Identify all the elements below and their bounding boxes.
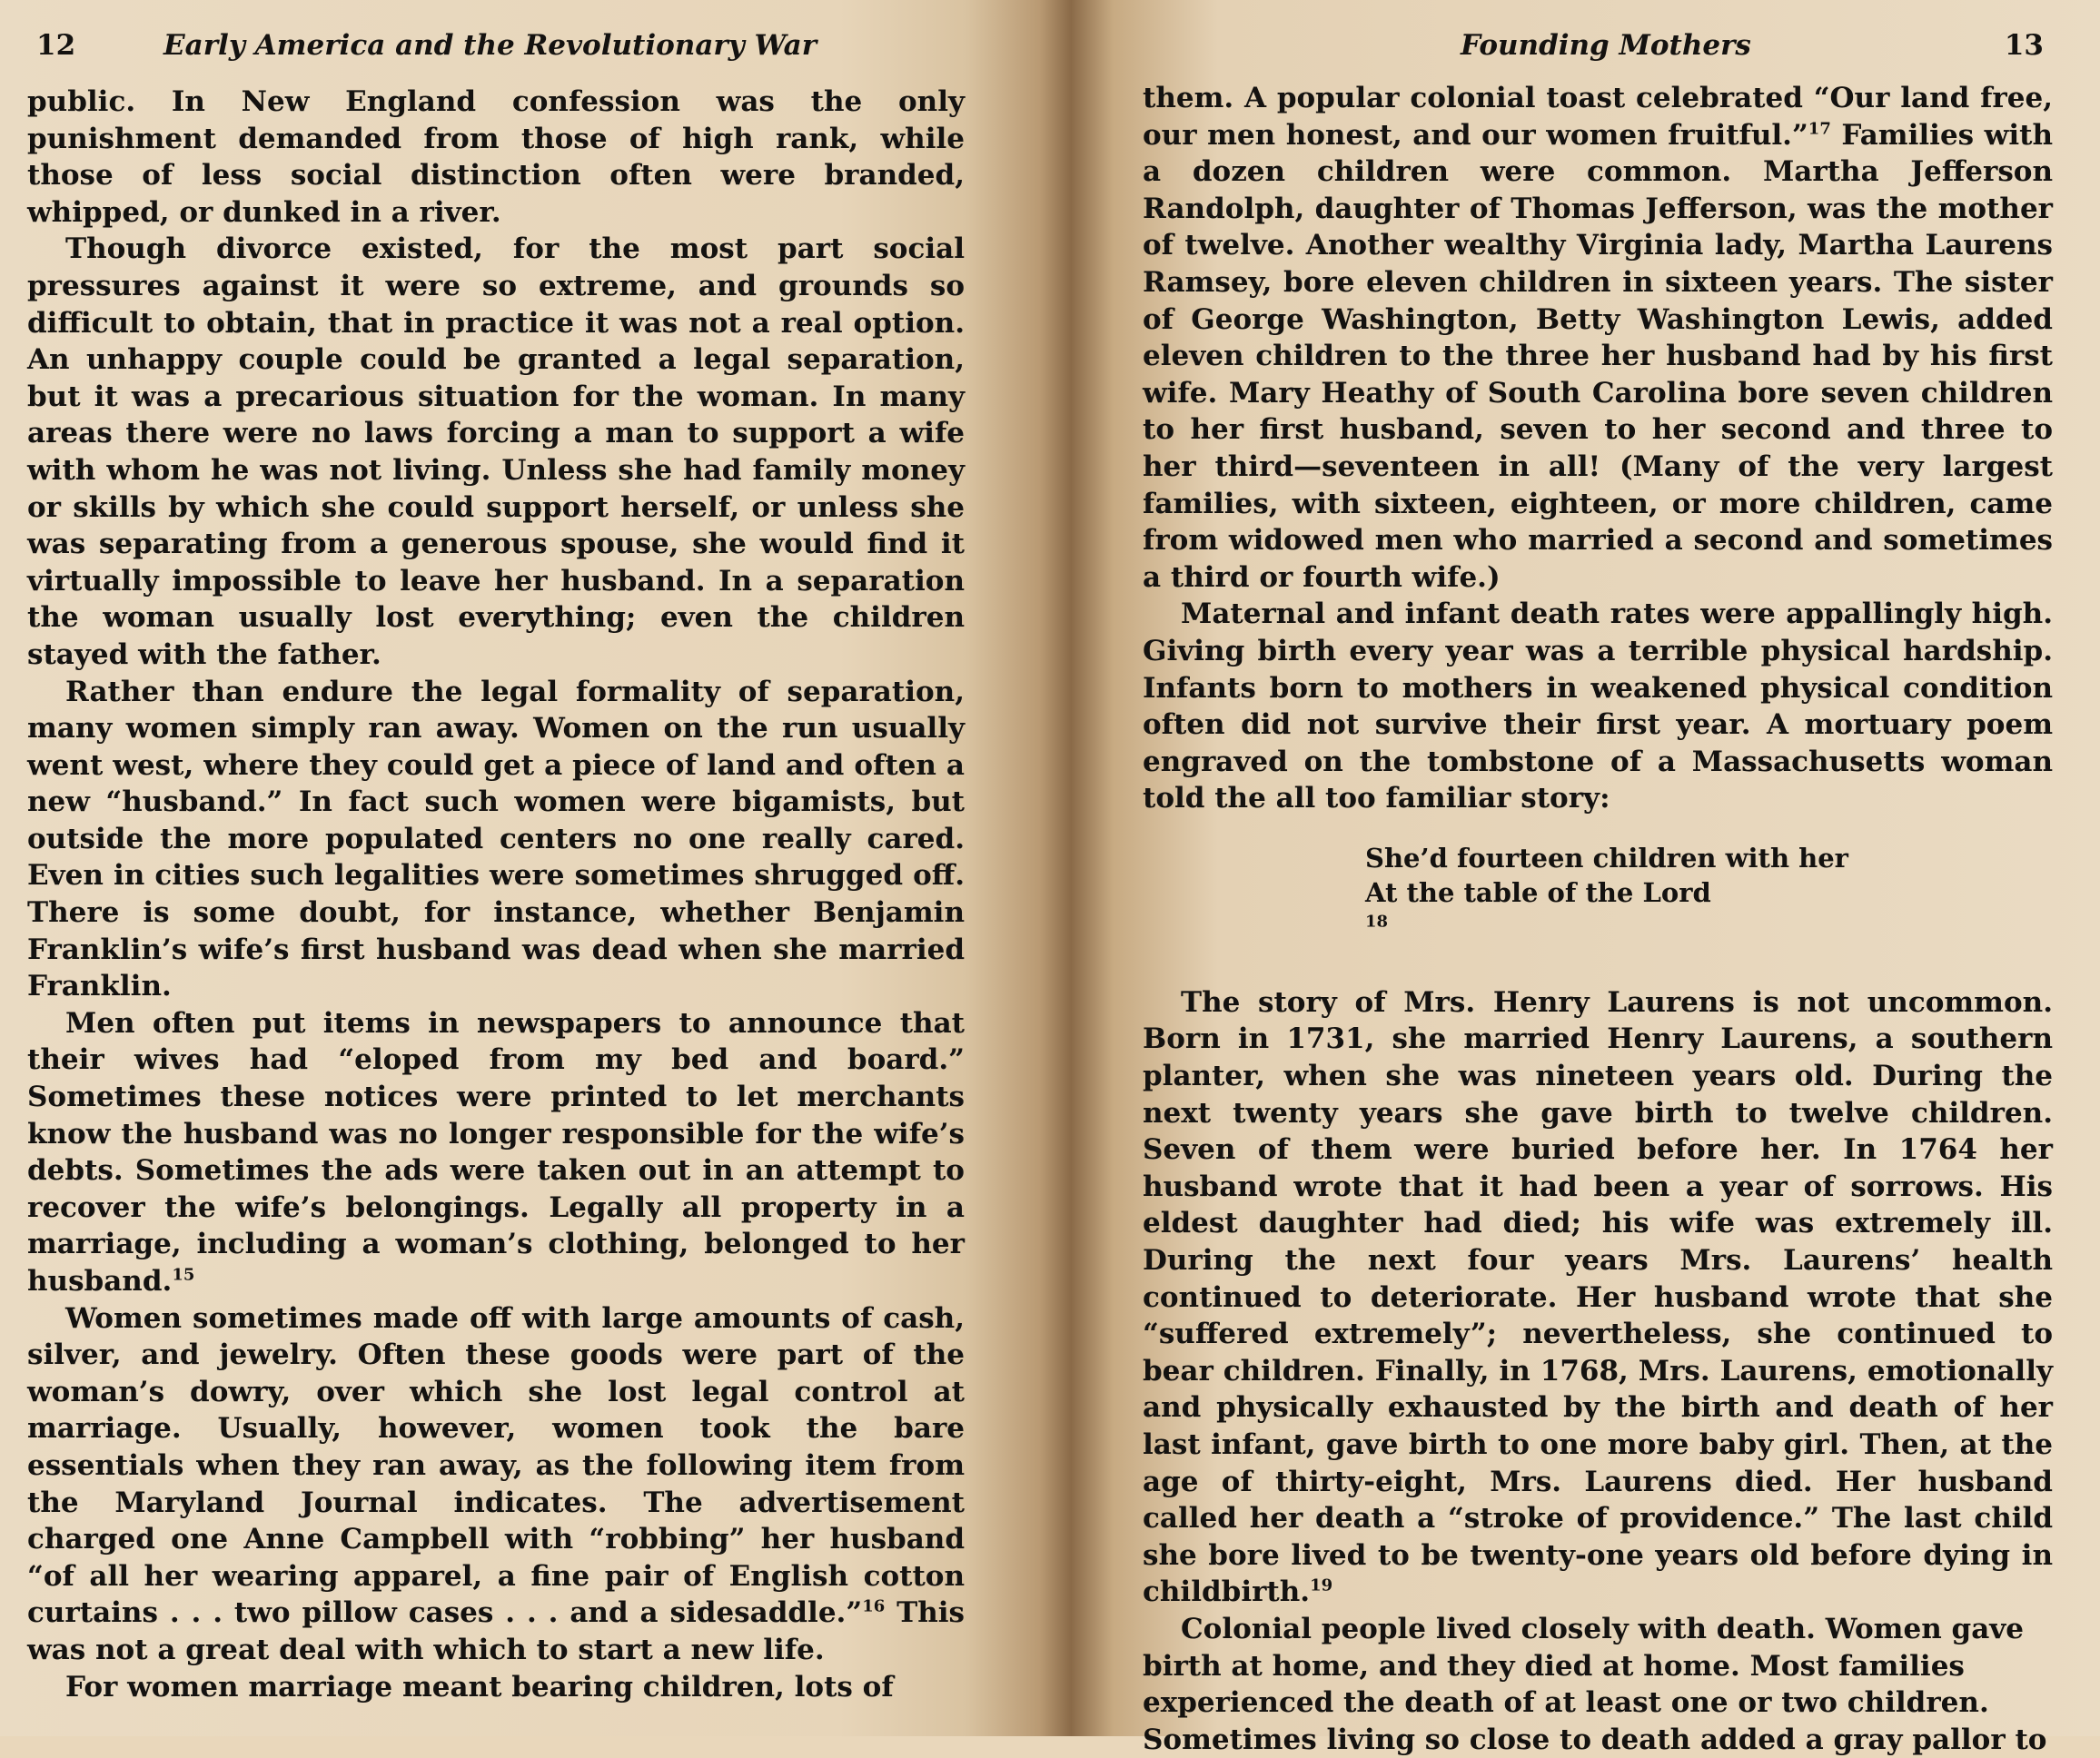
- paragraph-text: Men often put items in newspapers to announce that their wives had “eloped from my bed and board.” Sometimes these notices were printed to let merchants know the husband was no longer responsible for the wife’s debts. Sometimes the ads were taken out in an attempt to recover the wife’s belongings. Legally all property in a marriage, including a woman’s clothing, belonged to her husband.: [27, 1006, 965, 1298]
- footnote-marker: 16: [862, 1597, 886, 1617]
- paragraph: [1143, 80, 2053, 596]
- paragraph-text: Maternal and infant death rates were appallingly high. Giving birth every year was a terrible physical hardship. Infants born to mothers in weakened physical condition often did not survive their first year. A mortuary poem engraved on the tombstone of a Massachusetts woman told the all too familiar story:: [1143, 598, 2053, 815]
- paragraph-text: Families with a dozen children were common. Martha Jefferson Randolph, daughter of Thomas Jefferson, was the mother of twelve. Another wealthy Virginia lady, Martha Laurens Ramsey, bore eleven children in sixteen years. The sister of George Washington, Betty Washington Lewis, added eleven children to the three her husband had by his first wife. Mary Heathy of South Carolina bore seven children to her first husband, seven to her second and three to her third—seventeen in all! (Many of the very largest families, with sixteen, eighteen, or more children, came from widowed men who married a second and sometimes a third or fourth wife.): [1143, 118, 2053, 594]
- right-page: [1143, 0, 2053, 1756]
- poem-line-text: At the table of the Lord: [1365, 876, 1711, 908]
- paragraph: [27, 84, 965, 231]
- footnote-marker: 19: [1310, 1576, 1333, 1596]
- paragraph-text: Colonial people lived closely with death. Women gave birth at home, and they died at home. Most families experienced the death of at least one or two children. Sometimes living so close to death added a gray pallor to: [1143, 1612, 2047, 1756]
- right-page-header: [1143, 29, 2053, 84]
- paragraph-text: Women sometimes made off with large amounts of cash, silver, and jewelry. Often these goods were part of the woman’s dowry, over which she lost legal control at marriage. Usually, however, women took the bare essentials when they ran away, as the following item from the Maryland Journal indicates. The advertisement charged one Anne Campbell with “robbing” her husband “of all her wearing apparel, a fine pair of English cotton curtains . . . two pillow cases . . . and a sidesaddle.”: [27, 1301, 965, 1630]
- left-page: [27, 0, 965, 1736]
- paragraph-text: Though divorce existed, for the most part social pressures against it were so extreme, and grounds so difficult to obtain, that in practice it was not a real option. An unhappy couple could be granted a legal separation, but it was a precarious situation for the woman. In many areas there were no laws forcing a man to support a wife with whom he was not living. Unless she had family money or skills by which she could support herself, or unless she was separating from a generous spouse, she would find it virtually impossible to leave her husband. In a separation the woman usually lost everything; even the children stayed with the father.: [27, 232, 965, 671]
- left-page-body: [27, 84, 965, 1705]
- paragraph: [27, 1005, 965, 1300]
- paragraph-text: them. A popular colonial toast celebrated “Our land free, our men honest, and our women fruitful.”: [1143, 82, 2053, 152]
- page-number: 13: [2004, 29, 2044, 62]
- left-page-header: [27, 29, 965, 84]
- paragraph: [27, 1669, 965, 1706]
- poem-line: [1365, 875, 2053, 944]
- paragraph-text: Rather than endure the legal formality of separation, many women simply ran away. Women on the run usually went west, where they could get a piece of land and often a new “husband.” In fact such women were bigamists, but outside the more populated centers no one really cared. Even in cities such legalities were sometimes shrugged off. There is some doubt, for instance, whether Benjamin Franklin’s wife’s first husband was dead when she married Franklin.: [27, 675, 965, 1003]
- running-title: Early America and the Revolutionary War: [163, 29, 817, 62]
- page-number: 12: [36, 29, 76, 62]
- running-title: Founding Mothers: [1461, 29, 1751, 62]
- paragraph: [27, 1300, 965, 1669]
- paragraph: [27, 231, 965, 673]
- paragraph: [27, 674, 965, 1005]
- paragraph: [1143, 984, 2053, 1611]
- poem-quote: [1365, 841, 2053, 944]
- paragraph-text: The story of Mrs. Henry Laurens is not uncommon. Born in 1731, she married Henry Laurens, a southern planter, when she was nineteen years old. During the next twenty years she gave birth to twelve children. Seven of them were buried before her. In 1764 her husband wrote that it had been a year of sorrows. His eldest daughter had died; his wife was extremely ill. During the next four years Mrs. Laurens’ health continued to deteriorate. Her husband wrote that she “suffered extremely”; nevertheless, she continued to bear children. Finally, in 1768, Mrs. Laurens, emotionally and physically exhausted by the birth and death of her last infant, gave birth to one more baby girl. Then, at the age of thirty-eight, Mrs. Laurens died. Her husband called her death a “stroke of providence.” The last child she bore lived to be twenty-one years old before dying in childbirth.: [1143, 985, 2053, 1609]
- paragraph-text: This was not a great deal with which to start a new life.: [27, 1596, 965, 1666]
- footnote-marker: 17: [1808, 119, 1831, 139]
- footnote-marker: 18: [1365, 912, 1389, 932]
- poem-line: She’d fourteen children with her: [1365, 842, 1848, 874]
- paragraph-text: For women marriage meant bearing children, lots of: [65, 1670, 894, 1704]
- right-page-body: [1143, 80, 2053, 1758]
- footnote-marker: 15: [172, 1265, 195, 1285]
- paragraph: [1143, 596, 2053, 817]
- paragraph-text: public. In New England confession was the only punishment demanded from those of high rank, while those of less social distinction often were branded, whipped, or dunked in a river.: [27, 85, 965, 229]
